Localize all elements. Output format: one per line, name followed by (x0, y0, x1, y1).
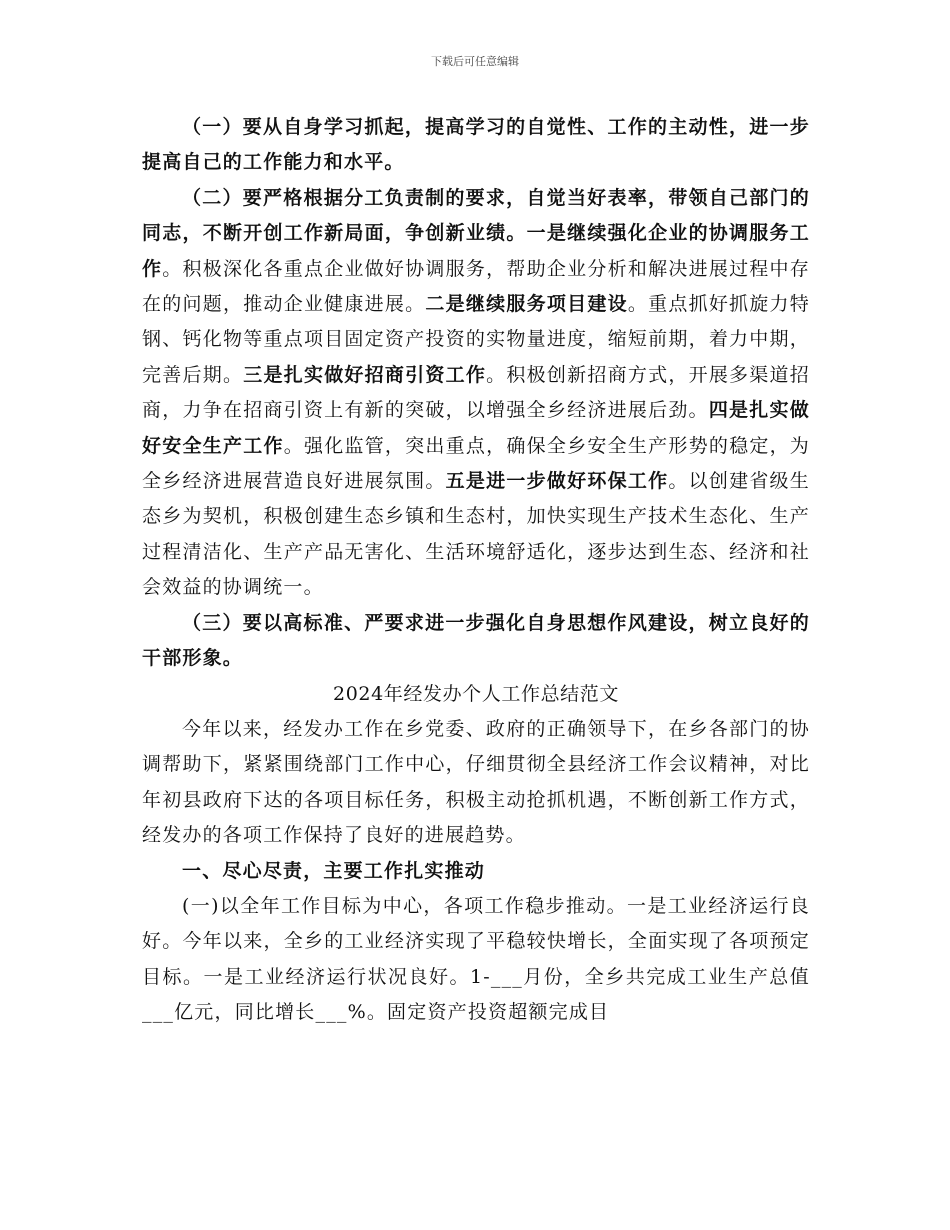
point-5-title: 五是进一步做好环保工作 (445, 470, 669, 493)
document-title: 2024年经发办个人工作总结范文 (333, 682, 619, 705)
point-1-title: 一是继续强化企业的协调服务工作 (142, 222, 810, 280)
intro-paragraph: 今年以来，经发办工作在乡党委、政府的正确领导下，在乡各部门的协调帮助下，紧紧围绕部门工作中心，仔细贯彻全县经济工作会议精神，对比年初县政府下达的各项目标任务，积极主动抢抓机遇，不断创新工作方式，经发办的各项工作保持了良好的进展趋势。 (142, 717, 810, 847)
paragraph-3: （三）要以高标准、严要求进一步强化自身思想作风建设，树立良好的干部形象。 (142, 611, 810, 670)
point-3-title: 三是扎实做好招商引资工作 (243, 363, 487, 386)
paragraph-1: （一）要从自身学习抓起，提高学习的自觉性、工作的主动性，进一步提高自己的工作能力和水平。 (142, 116, 810, 174)
section-heading: 一、尽心尽责，主要工作扎实推动 (182, 859, 486, 882)
point-2-title: 二是继续服务项目建设 (425, 293, 628, 316)
point-4-title: 四是扎实做好安全生产工作 (142, 399, 810, 457)
body-paragraph: (一)以全年工作目标为中心，各项工作稳步推动。一是工业经济运行良好。今年以来，全乡的工业经济实现了平稳较快增长，全面实现了各项预定目标。一是工业经济运行状况良好。1-___月份，全乡共完成工业生产总值___亿元，同比增长___%。固定资产投资超额完成目 (142, 894, 810, 1024)
paragraph-2-lead: （二）要严格根据分工负责制的要求，自觉当好表率，带领自己部门的同志，不断开创工作新局面，争创新业绩。 (142, 186, 810, 245)
document-body (142, 110, 810, 1031)
point-3-text: 。积极创新招商方式，开展多渠道招商，力争在招商引资上有新的突破，以增强全乡经济进展后劲。 (142, 363, 810, 422)
page-header: 下载后可任意编辑 (431, 55, 519, 68)
point-5-text: 。以创建省级生态乡为契机，积极创建生态乡镇和生态村，加快实现生产技术生态化、生产过程清洁化、生产产品无害化、生活环境舒适化，逐步达到生态、经济和社会效益的协调统一。 (142, 470, 811, 599)
point-2-text: 。重点抓好抓旋力特钢、钙化物等重点项目固定资产投资的实物量进度，缩短前期，着力中期，完善后期。 (142, 293, 810, 386)
paragraph-2 (142, 181, 810, 606)
point-1-text: 。积极深化各重点企业做好协调服务，帮助企业分析和解决进展过程中存在的问题，推动企业健康进展。 (142, 257, 810, 316)
point-4-text: 。强化监管，突出重点，确保全乡安全生产形势的稳定，为全乡经济进展营造良好进展氛围。 (142, 434, 811, 493)
